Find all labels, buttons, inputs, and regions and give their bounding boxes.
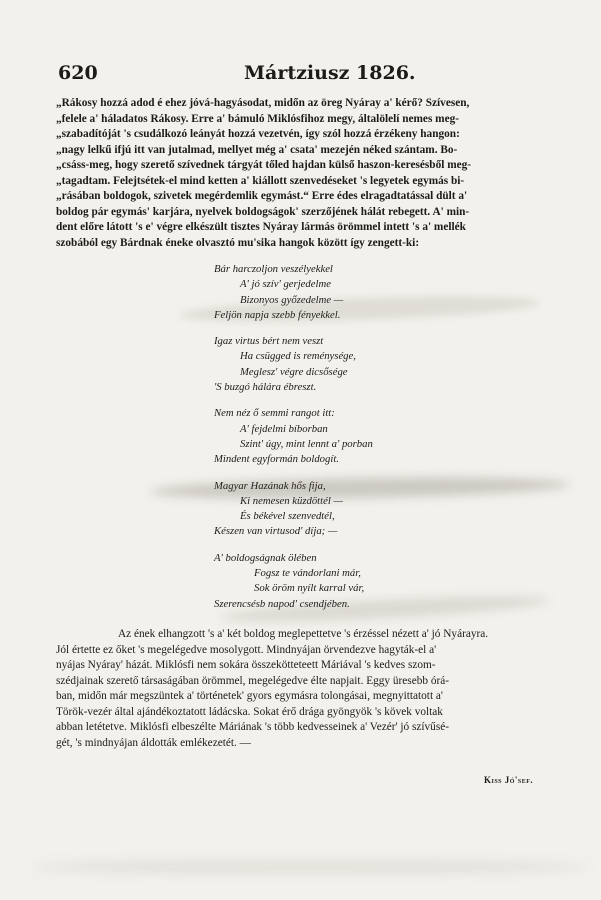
poem-verse: Igaz virtus bért nem veszt — [214, 335, 324, 348]
prose-line: Jól értette ez őket 's megelégedve mosolygott. Mindnyájan örvendezve hagyták-el a' — [56, 643, 437, 656]
prose-line: gét, 's mindnyájan áldották emlékezetét. — — [56, 736, 251, 749]
poem-stanza — [214, 262, 534, 323]
poem-verse: 'S buzgó hálára ébreszt. — [214, 381, 317, 394]
poem-stanza — [214, 406, 534, 467]
poem-stanza — [214, 551, 534, 612]
ink-smudge — [30, 860, 590, 874]
prose-line: Török-vezér által ajándékoztatott ládácska. Sokat érő drága gyöngyök 's kövek voltak — [56, 705, 443, 718]
running-title: Mártziusz 1826. — [244, 62, 416, 84]
prose-line: szobából egy Bárdnak éneke olvasztó mu'sika hangok között így zengett-ki: — [56, 236, 420, 249]
poem-verse: Magyar Hazának hős fija, — [214, 479, 326, 492]
page-number: 620 — [58, 62, 98, 84]
poem-verse: Nem néz ő semmi rangot itt: — [214, 407, 335, 420]
prose-line: szédjainak szerető társaságában örömmel, megelégedve élte napjait. Eggy üresebb órá- — [56, 674, 450, 687]
poem-verse: Szint' úgy, mint lennt a' porban — [240, 437, 373, 450]
prose-line: dent előre látott 's e' végre elkészült tisztes Nyáray lármás örömmel intett 's a' mellék — [56, 221, 466, 233]
prose-bottom — [56, 627, 582, 751]
poem-verse: Mindent egyformán boldogít. — [214, 453, 339, 466]
page-header — [58, 62, 558, 86]
prose-line: „tagadtam. Felejtsétek-el mind ketten a' kiállott szenvedéseket 's legyetek egymás bi- — [56, 174, 465, 187]
prose-line: „szabadítóját 's csudálkozó leányát hozzá vezetvén, így szól hozzá érzékeny hangon: — [56, 128, 460, 140]
prose-line: boldog pár egymás' karjára, nyelvek boldogságok' szerzőjének hálát rebegett. A' min- — [56, 205, 470, 218]
prose-line: „Rákosy hozzá adod é ehez jóvá-hagyásodat, midőn az öreg Nyáray a' kérő? Szívesen, — [56, 97, 470, 109]
prose-line: ban, midőn már megszüntek a' történetek' gyors egymásra tolongásai, megnyittatott a' — [56, 690, 443, 702]
prose-line: „rásában boldogok, szivetek megérdemlik egymást.“ Erre édes elragadtatással dült a' — [56, 190, 468, 202]
prose-line: „csáss-meg, hogy szerető szívednek tárgyát tőled hajdan külső haszon-keresésből meg- — [56, 159, 472, 171]
poem — [214, 262, 534, 623]
poem-verse: Ki nemesen küzdöttél — — [240, 494, 343, 507]
prose-line: abban letétetve. Miklósfi elbeszélte Máriának 's több kedvesseinek a' Vezér' jó szívűsé- — [56, 721, 449, 733]
prose-line: „nagy lelkű ifjú itt van jutalmad, mellyet még a' csata' mezején néked szántam. Bo- — [56, 143, 458, 156]
prose-line: „felele a' háladatos Rákosy. Erre a' bámuló Miklósfihoz megy, általölelí nemes meg- — [56, 112, 459, 125]
poem-verse: Fogsz te vándorlani már, — [254, 567, 361, 580]
prose-line: Az ének elhangzott 's a' két boldog meglepettetve 's érzéssel nézett a' jó Nyárayra. — [118, 628, 489, 640]
poem-verse: Készen van virtusod' díja; — — [214, 525, 338, 538]
poem-verse: Sok öröm nyílt karral vár, — [254, 582, 365, 595]
poem-verse: Bár harczoljon veszélyekkel — [214, 263, 333, 275]
poem-verse: Ha csügged is reménysége, — [240, 350, 356, 363]
author-signature: Kiss Jó'sef. — [484, 775, 534, 785]
poem-verse: Feljön napja szebb fényekkel. — [214, 308, 341, 321]
poem-verse: A' fejdelmi bíborban — [240, 422, 328, 435]
prose-line: nyájas Nyáray' házát. Miklósfi nem sokára összekötteteett Máriával 's kedves szom- — [56, 659, 436, 671]
poem-verse: Szerencsésb napod' csendjében. — [214, 597, 350, 610]
poem-verse: És békével szenvedtél, — [240, 510, 335, 523]
prose-top — [56, 96, 582, 251]
poem-stanza — [214, 479, 534, 540]
poem-stanza — [214, 334, 534, 395]
poem-verse: A' boldogságnak ölében — [214, 551, 317, 564]
poem-verse: A' jó szív' gerjedelme — [240, 278, 331, 291]
poem-verse: Meglesz' végre dicsősége — [240, 365, 348, 378]
poem-verse: Bizonyos győzedelme — — [240, 293, 344, 306]
